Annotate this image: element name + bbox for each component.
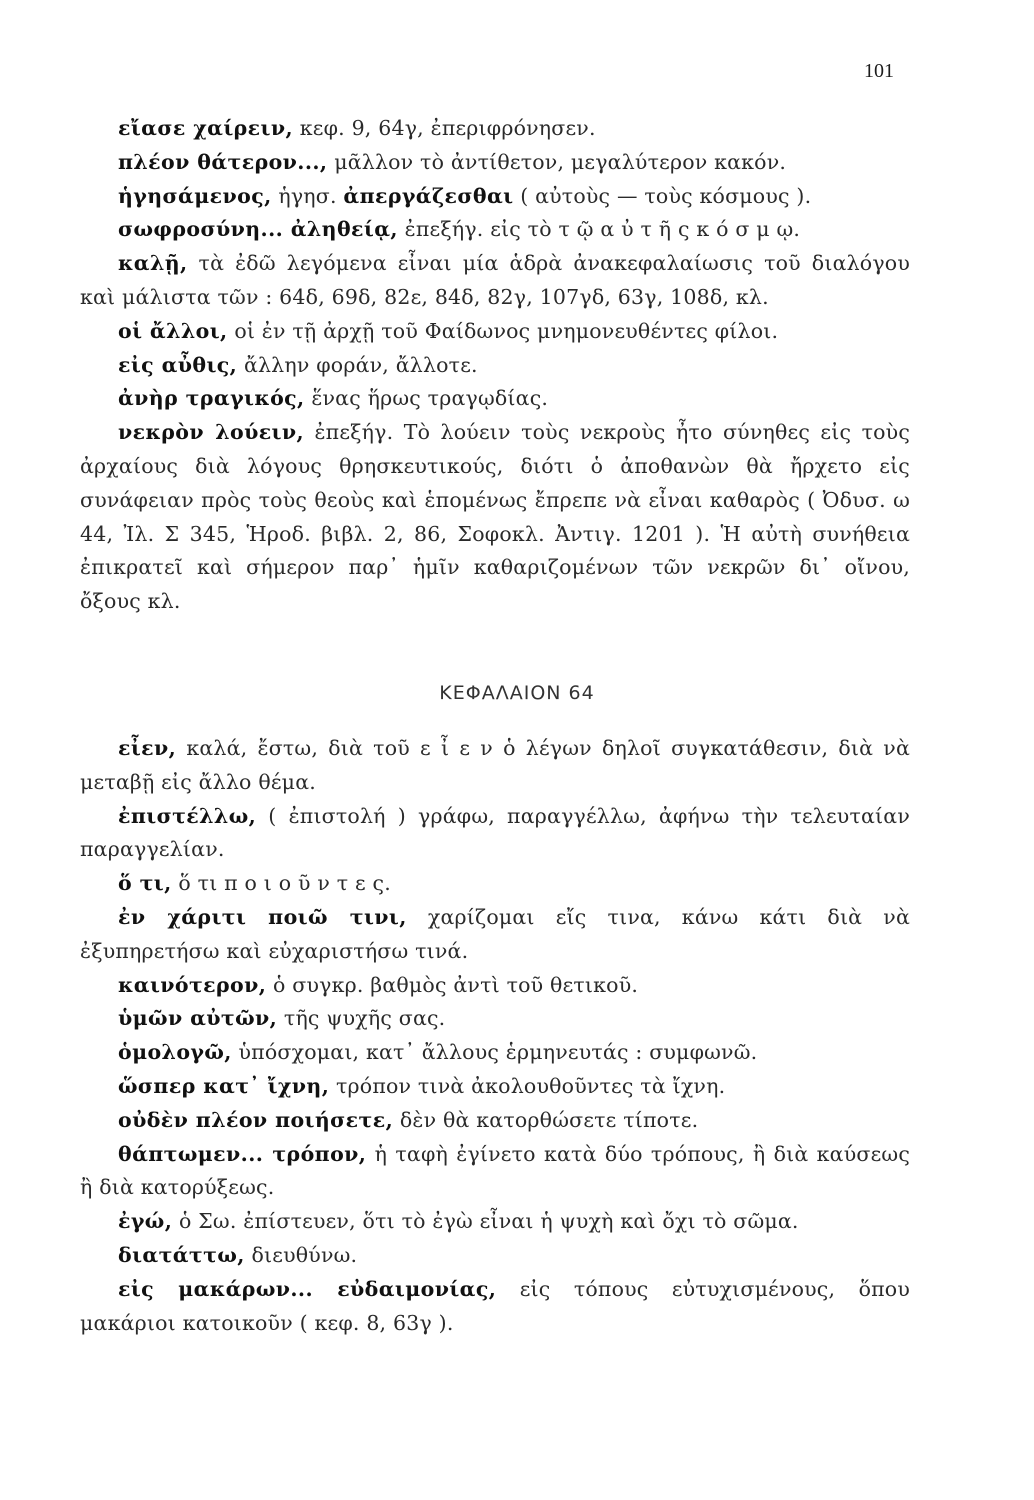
entry-gloss: κεφ. 9, 64γ, ἐπεριφρόνησεν.	[299, 116, 596, 140]
glossary-entry	[80, 800, 910, 868]
entry-gloss: μᾶλλον τὸ ἀντίθετον, μεγαλύτερον κακόν.	[334, 149, 787, 174]
entry-gloss: εἰς τόπους εὐτυχισμένους, ὅπου μακάριοι κατοικοῦν ( κεφ. 8, 63γ ).	[80, 1276, 911, 1335]
entry-gloss: ὁ Σω. ἐπίστευεν, ὅτι τὸ ἐγὼ εἶναι ἡ ψυχὴ καὶ ὄχι τὸ σῶμα.	[178, 1209, 799, 1234]
glossary-entry	[80, 382, 910, 416]
entry-gloss: διευθύνω.	[251, 1242, 358, 1267]
entry-term: οὐδὲν πλέον ποιήσετε,	[118, 1107, 394, 1132]
entry-gloss: τῆς ψυχῆς σας.	[283, 1006, 446, 1031]
glossary-entry	[80, 1036, 910, 1070]
glossary-entry	[80, 180, 910, 214]
entry-term: ὁμολογῶ,	[118, 1040, 232, 1065]
glossary-entry	[80, 1070, 910, 1104]
glossary-entry	[80, 1273, 910, 1341]
entry-gloss: καλά, ἔστω, διὰ τοῦ ε ἶ ε ν ὁ λέγων δηλοῖ συγκατάθεσιν, διὰ νὰ μεταβῇ εἰς ἄλλο θέμα.	[80, 736, 911, 794]
entry-term: ὑμῶν αὐτῶν,	[118, 1006, 278, 1031]
entry-gloss: ἐπεξήγ. εἰς τὸ τ ῷ α ὐ τ ῆ ς κ ό σ μ ῳ.	[404, 217, 801, 242]
entry-term: ὅ τι,	[118, 871, 172, 896]
entry-gloss: ἄλλην φοράν, ἄλλοτε.	[243, 352, 478, 377]
entry-gloss: ἡ ταφὴ ἐγίνετο κατὰ δύο τρόπους, ἢ διὰ καύσεως ἢ διὰ κατορύξεως.	[80, 1141, 911, 1200]
glossary-section-1	[80, 112, 910, 619]
entry-term: ὥσπερ κατ᾿ ἴχνη,	[118, 1073, 330, 1098]
glossary-entry	[80, 901, 910, 969]
entry-term: πλέον θάτερον...,	[118, 149, 328, 174]
entry-gloss: ( ἐπιστολή ) γράφω, παραγγέλλω, ἀφήνω τὴν τελευταίαν παραγγελίαν.	[80, 803, 911, 862]
entry-term: ἐν χάριτι ποιῶ τινι,	[118, 904, 407, 929]
entry-term: εἰς αὖθις,	[118, 352, 238, 377]
glossary-entry	[80, 732, 910, 800]
entry-gloss: ( αὐτοὺς — τοὺς κόσμους ).	[520, 183, 812, 208]
entry-gloss: ἕνας ἥρως τραγῳδίας.	[311, 386, 549, 411]
entry-gloss: ἐπεξήγ. Τὸ λούειν τοὺς νεκροὺς ἦτο σύνηθες εἰς τοὺς ἀρχαίους διὰ λόγους θρησκευτικούς, διότι ὁ ἀποθανὼν θὰ ἤρχετο εἰς συνάφειαν πρὸς τοὺς θεοὺς καὶ ἑπομένως ἔπρεπε νὰ εἶναι καθαρὸς ( Ὀδυσ. ω 44, Ἰλ. Σ 345, Ἡροδ. βιβλ. 2, 86, Σοφοκλ. Ἀντιγ. 1201 ). Ἡ αὐτὴ συνήθεια ἐπικρατεῖ καὶ σήμερον παρ᾿ ἡμῖν καθαριζομένων τῶν νεκρῶν δι᾿ οἴνου, ὄξους κλ.	[80, 420, 911, 614]
entry-term: εἶεν,	[118, 736, 177, 760]
page-number: 101	[864, 60, 894, 82]
entry-term: θάπτωμεν... τρόπον,	[118, 1141, 367, 1166]
glossary-entry	[80, 416, 910, 619]
glossary-entry	[80, 247, 910, 315]
glossary-section-2	[80, 732, 910, 1340]
entry-gloss: ὁ συγκρ. βαθμὸς ἀντὶ τοῦ θετικοῦ.	[273, 972, 639, 997]
glossary-entry	[80, 867, 910, 901]
entry-term: σωφροσύνη... ἀληθείᾳ,	[118, 217, 398, 242]
glossary-entry	[80, 315, 910, 349]
entry-gloss: ὑπόσχομαι, κατ᾿ ἄλλους ἑρμηνευτάς : συμφωνῶ.	[238, 1040, 758, 1065]
entry-term: καλῇ,	[118, 251, 188, 276]
entry-gloss: ὅ τι π ο ι ο ῦ ν τ ε ς.	[178, 871, 391, 896]
entry-gloss: τρόπον τινὰ ἀκολουθοῦντες τὰ ἴχνη.	[335, 1073, 726, 1098]
entry-term: εἰς μακάρων... εὐδαιμονίας,	[118, 1276, 497, 1301]
entry-term: ἐπιστέλλω,	[118, 803, 257, 828]
glossary-entry	[80, 1239, 910, 1273]
entry-term: ἐγώ,	[118, 1209, 173, 1234]
entry-term: οἱ ἄλλοι,	[118, 318, 228, 343]
entry-term: καινότερον,	[118, 972, 267, 997]
entry-gloss: ἡγησ.	[278, 183, 337, 208]
entry-term: εἴασε χαίρειν,	[118, 116, 294, 140]
glossary-entry	[80, 213, 910, 247]
glossary-entry	[80, 1002, 910, 1036]
glossary-entry	[80, 1104, 910, 1138]
glossary-entry	[80, 146, 910, 180]
entry-gloss: χαρίζομαι εἴς τινα, κάνω κάτι διὰ νὰ ἐξυπηρετήσω καὶ εὐχαριστήσω τινά.	[80, 904, 910, 963]
glossary-entry	[80, 112, 910, 146]
chapter-heading: ΚΕΦΑΛΑΙΟΝ 64	[439, 682, 595, 704]
glossary-entry	[80, 1205, 910, 1239]
entry-gloss: τὰ ἐδῶ λεγόμενα εἶναι μία ἁδρὰ ἀνακεφαλαίωσις τοῦ διαλόγου καὶ μάλιστα τῶν : 64δ, 69δ, 82ε, 84δ, 82γ, 107γδ, 63γ, 108δ, κλ.	[80, 251, 911, 309]
entry-term: διατάττω,	[118, 1242, 245, 1267]
glossary-entry	[80, 969, 910, 1003]
entry-term: ἀνὴρ τραγικός,	[118, 386, 305, 411]
glossary-entry	[80, 1138, 910, 1206]
glossary-entry	[80, 349, 910, 383]
entry-term: ἡγησάμενος,	[118, 183, 272, 208]
entry-gloss: δὲν θὰ κατορθώσετε τίποτε.	[399, 1107, 699, 1132]
entry-term: ἀπεργάζεσθαι	[343, 183, 514, 208]
entry-term: νεκρὸν λούειν,	[118, 420, 305, 445]
entry-gloss: οἱ ἐν τῇ ἀρχῇ τοῦ Φαίδωνος μνημονευθέντες φίλοι.	[234, 318, 779, 343]
